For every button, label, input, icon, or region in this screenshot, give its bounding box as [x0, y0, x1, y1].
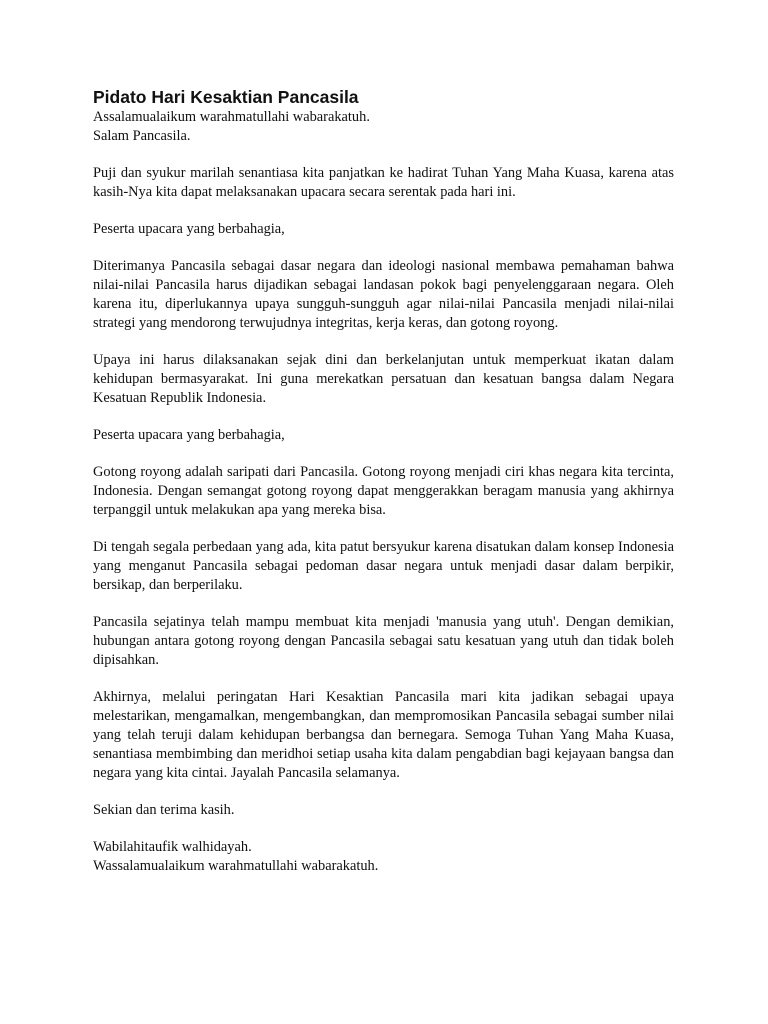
paragraph: Pancasila sejatinya telah mampu membuat kita menjadi 'manusia yang utuh'. Dengan demikian, hubungan antara gotong royong dengan Pancasila sebagai satu kesatuan yang utuh dan tidak boleh dipisahkan. [93, 614, 674, 668]
paragraph: Sekian dan terima kasih. [93, 802, 235, 818]
closing-line: Wassalamualaikum warahmatullahi wabarakatuh. [93, 858, 379, 874]
closing-line: Wabilahitaufik walhidayah. [93, 839, 252, 855]
document-page [93, 86, 674, 876]
document-title: Pidato Hari Kesaktian Pancasila [93, 87, 359, 107]
paragraph: Peserta upacara yang berbahagia, [93, 221, 285, 237]
greeting-line: Assalamualaikum warahmatullahi wabarakatuh. [93, 109, 370, 125]
paragraph: Akhirnya, melalui peringatan Hari Kesaktian Pancasila mari kita jadikan sebagai upaya melestarikan, mengamalkan, mengembangkan, dan mempromosikan Pancasila sebagai sumber nilai yang telah teruji dalam kehidupan berbangsa dan bernegara. Semoga Tuhan Yang Maha Kuasa, senantiasa membimbing dan meridhoi setiap usaha kita dalam pengabdian bagi kejayaan bangsa dan negara yang kita cintai. Jayalah Pancasila selamanya. [93, 689, 674, 781]
greeting-block [93, 108, 674, 146]
paragraph: Upaya ini harus dilaksanakan sejak dini dan berkelanjutan untuk memperkuat ikatan dalam kehidupan bermasyarakat. Ini guna merekatkan persatuan dan kesatuan bangsa dalam Negara Kesatuan Republik Indonesia. [93, 352, 674, 406]
greeting-line: Salam Pancasila. [93, 128, 191, 144]
paragraph: Peserta upacara yang berbahagia, [93, 427, 285, 443]
paragraph: Puji dan syukur marilah senantiasa kita panjatkan ke hadirat Tuhan Yang Maha Kuasa, karena atas kasih-Nya kita dapat melaksanakan upacara secara serentak pada hari ini. [93, 165, 674, 200]
closing-block [93, 838, 674, 876]
paragraph: Diterimanya Pancasila sebagai dasar negara dan ideologi nasional membawa pemahaman bahwa nilai-nilai Pancasila harus dijadikan sebagai landasan pokok bagi penyelenggaraan negara. Oleh karena itu, diperlukannya upaya sungguh-sungguh agar nilai-nilai Pancasila menjadi nilai-nilai strategi yang mendorong terwujudnya integritas, kerja keras, dan gotong royong. [93, 258, 674, 331]
paragraph: Di tengah segala perbedaan yang ada, kita patut bersyukur karena disatukan dalam konsep Indonesia yang menganut Pancasila sebagai pedoman dasar negara untuk menjadi dasar dalam berpikir, bersikap, dan berperilaku. [93, 539, 674, 593]
paragraph: Gotong royong adalah saripati dari Pancasila. Gotong royong menjadi ciri khas negara kita tercinta, Indonesia. Dengan semangat gotong royong dapat menggerakkan beragam manusia yang akhirnya terpanggil untuk melakukan apa yang mereka bisa. [93, 464, 674, 518]
